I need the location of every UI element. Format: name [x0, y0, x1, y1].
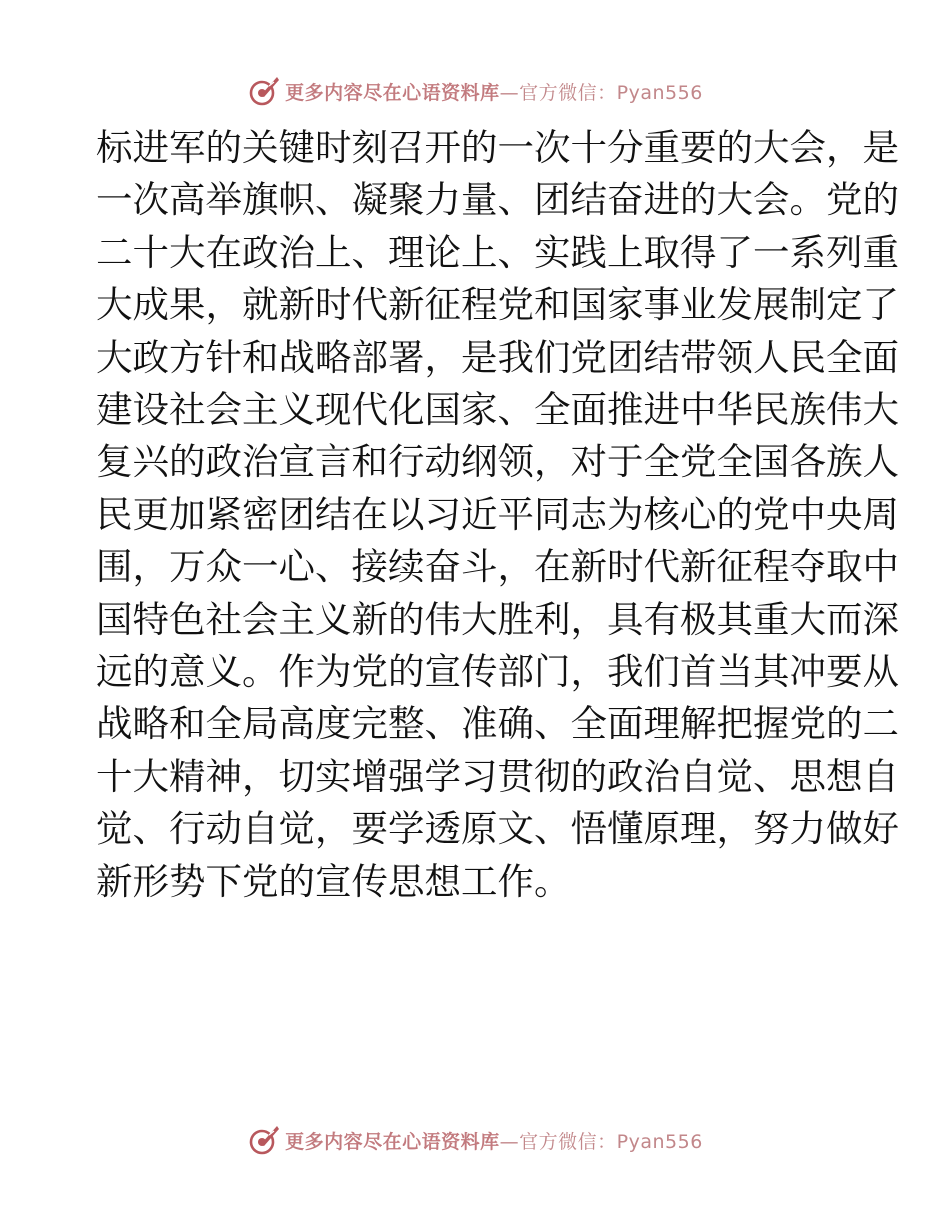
quill-pen-logo-icon: [247, 74, 281, 108]
body-line: 民更加紧密团结在以习近平同志为核心的党中央周: [96, 492, 899, 536]
body-line: 大政方针和战略部署，是我们党团结带领人民全面: [96, 335, 899, 379]
body-line: 觉、行动自觉，要学透原文、悟懂原理，努力做好: [96, 807, 899, 851]
body-line: 十大精神，切实增强学习贯彻的政治自觉、思想自: [96, 754, 899, 798]
header-banner: [0, 71, 950, 111]
body-line: 新形势下党的宣传思想工作。: [96, 859, 571, 903]
footer-banner-title: 更多内容尽在心语资料库: [285, 1130, 500, 1153]
footer-banner-wechat: —官方微信：Pyan556: [499, 1130, 703, 1153]
body-line: 二十大在政治上、理论上、实践上取得了一系列重: [96, 230, 899, 274]
body-line: 国特色社会主义新的伟大胜利，具有极其重大而深: [96, 597, 899, 641]
document-body: [96, 122, 899, 908]
body-line: 建设社会主义现代化国家、全面推进中华民族伟大: [96, 388, 899, 432]
body-line: 复兴的政治宣言和行动纲领，对于全党全国各族人: [96, 440, 899, 484]
header-banner-wechat: —官方微信：Pyan556: [499, 81, 703, 104]
body-line: 战略和全局高度完整、准确、全面理解把握党的二: [96, 702, 899, 746]
footer-banner-text: [285, 1127, 703, 1154]
header-banner-title: 更多内容尽在心语资料库: [285, 81, 500, 104]
footer-banner: [0, 1120, 950, 1160]
body-line: 大成果，就新时代新征程党和国家事业发展制定了: [96, 283, 899, 327]
header-banner-text: [285, 78, 703, 105]
quill-pen-logo-icon: [247, 1123, 281, 1157]
body-line: 远的意义。作为党的宣传部门，我们首当其冲要从: [96, 650, 899, 694]
body-line: 标进军的关键时刻召开的一次十分重要的大会，是: [96, 126, 899, 169]
body-line: 一次高举旗帜、凝聚力量、团结奋进的大会。党的: [96, 178, 899, 222]
body-line: 围，万众一心、接续奋斗，在新时代新征程夺取中: [96, 545, 899, 589]
